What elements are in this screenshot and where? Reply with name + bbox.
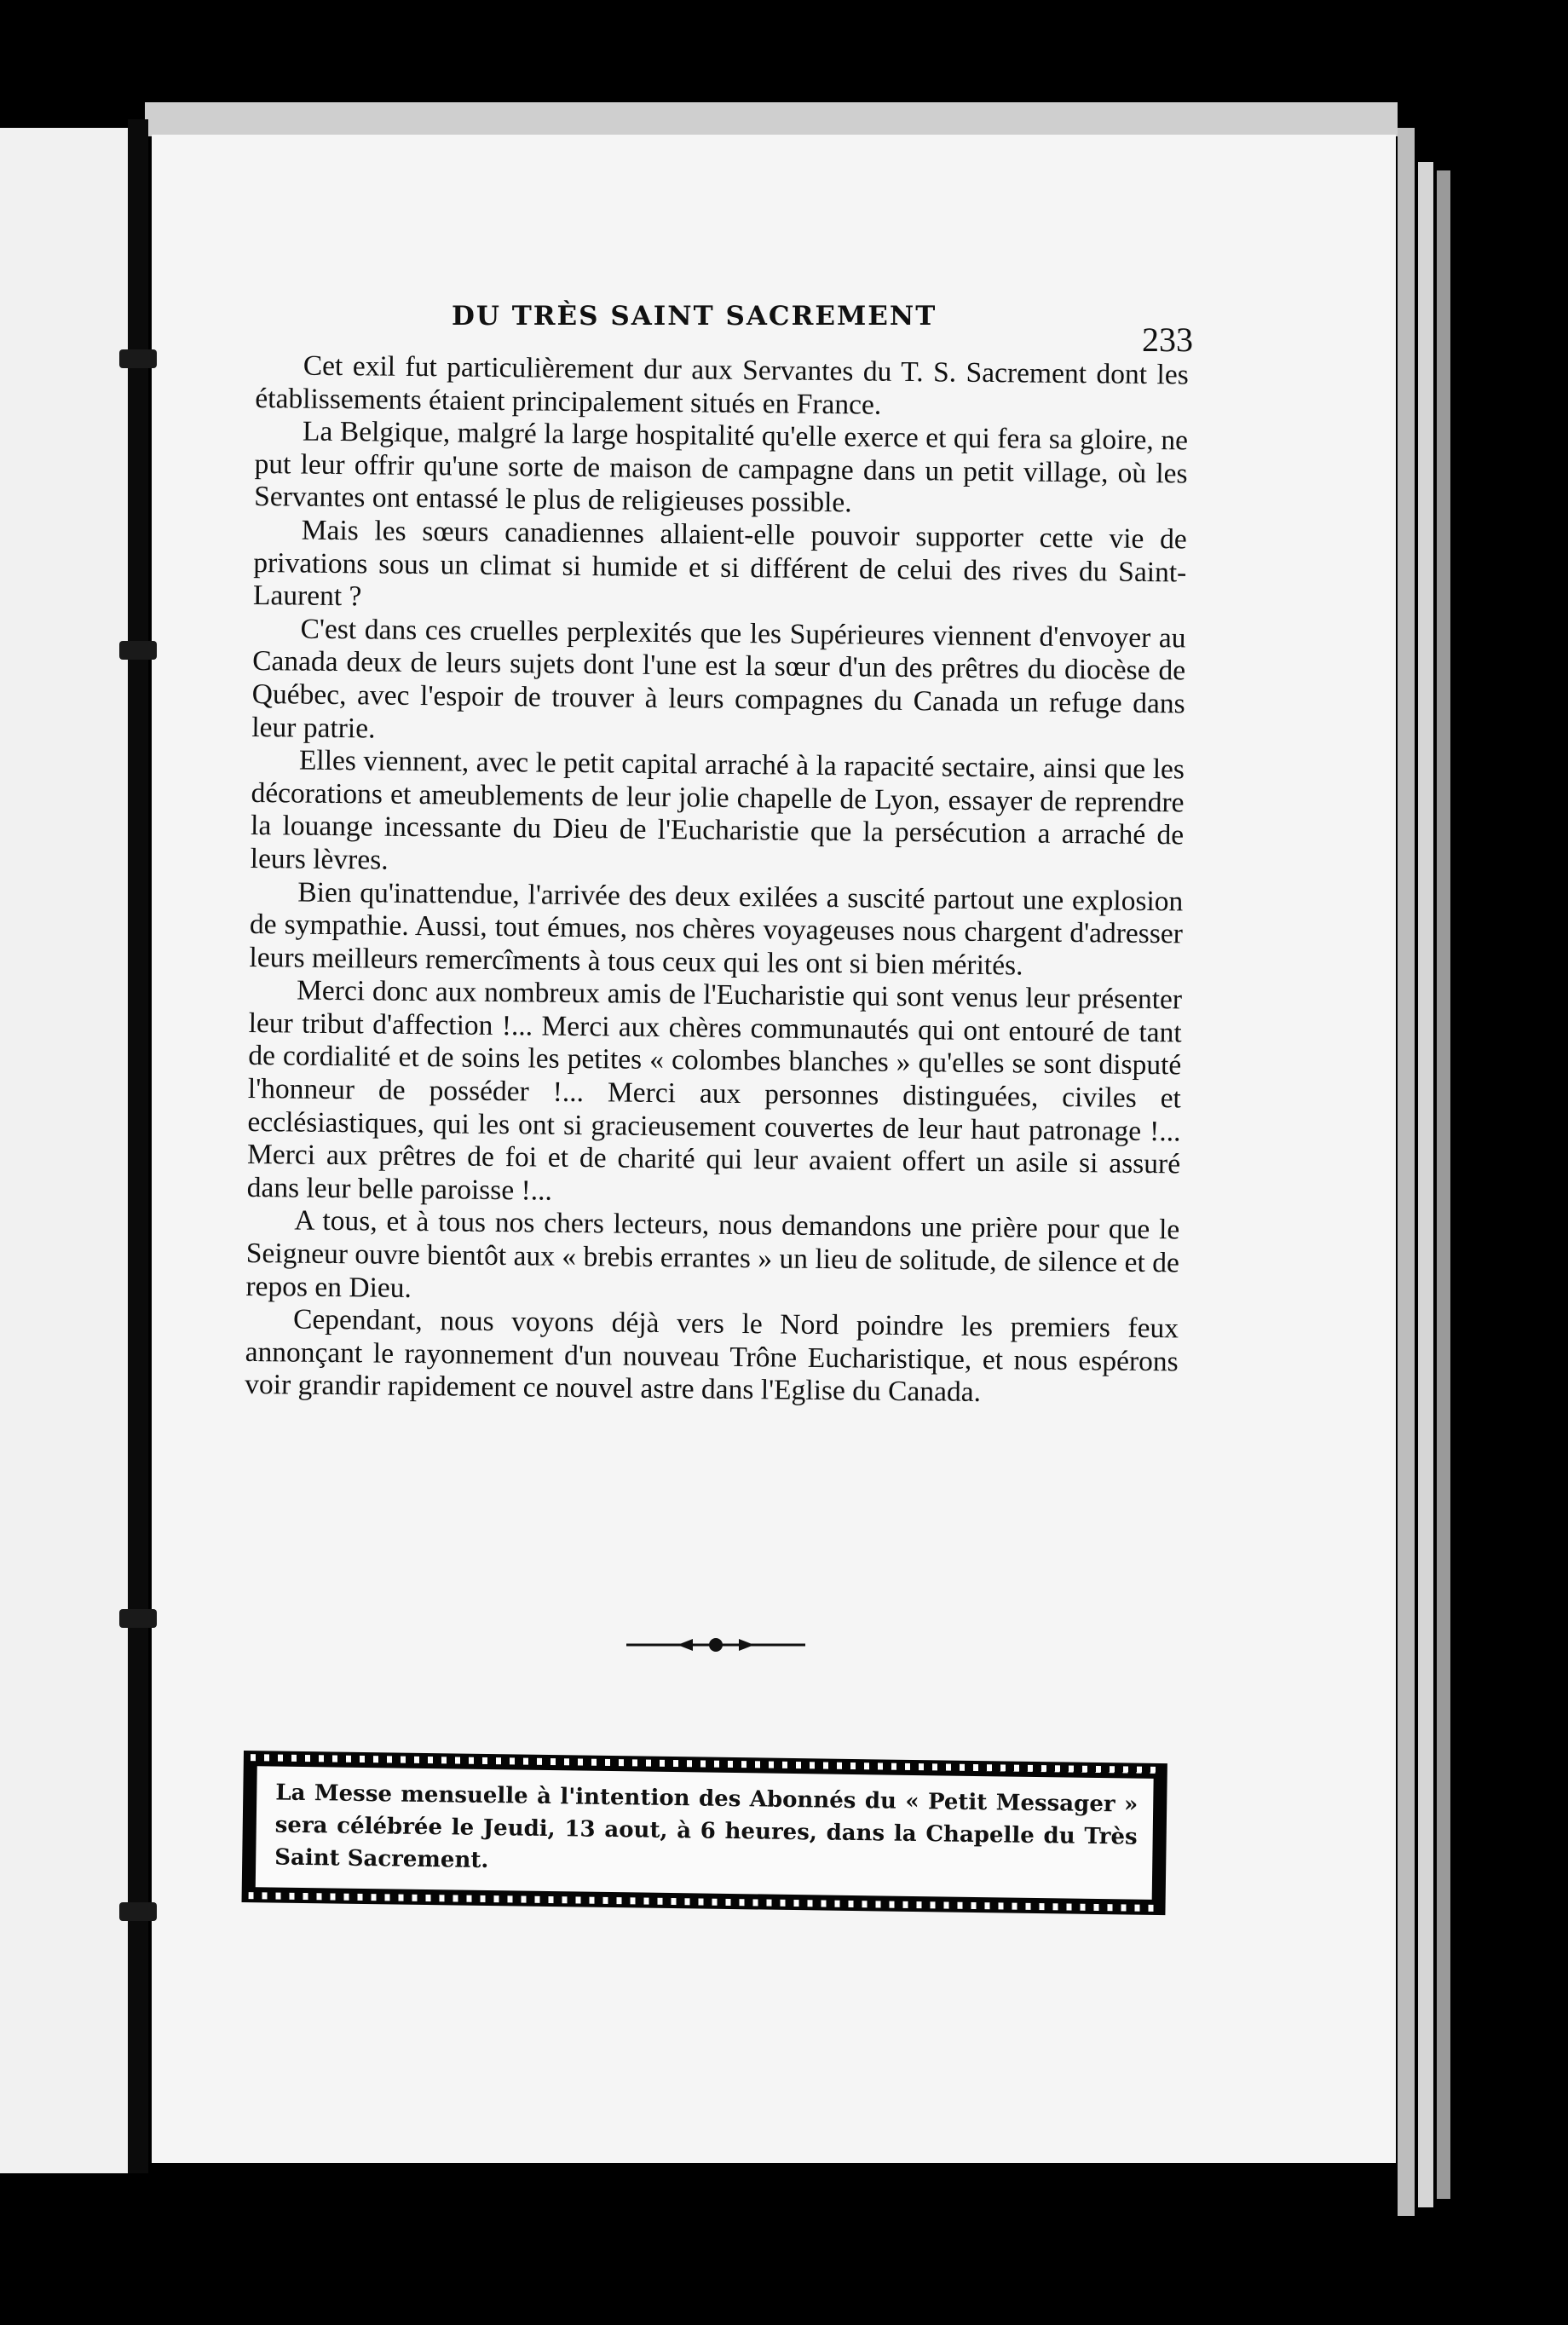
previous-page-edge [0, 128, 128, 2173]
paragraph: Bien qu'inattendue, l'arrivée des deux exilées a suscité partout une explosion de sympathie. Aussi, tout émues, nos chères voyageuses nous chargent d'adresser leurs meilleurs remercîments à tous ceux qui les ont si bien mérités. [249, 876, 1184, 982]
binding-stitch [119, 1609, 157, 1628]
paragraph: Mais les sœurs canadiennes allaient-elle pouvoir supporter cette vie de privations sous un climat si humide et si différent de celui des rives du Saint-Laurent ? [252, 514, 1187, 613]
page-top-edge [145, 102, 1398, 136]
paragraph: Cependant, nous voyons déjà vers le Nord poindre les premiers feux annonçant le rayonnement d'un nouveau Trône Eucharistique, et nous espérons voir grandir rapidement ce nouvel astre dans l'Eglise du Canada. [245, 1303, 1179, 1409]
paragraph: Merci donc aux nombreux amis de l'Eucharistie qui sont venus leur présenter leur tribut d'affection !... Merci aux chères communautés qui ont entouré de tant de cordialité et de soins les petites « colombes blanches » qu'elles se sont disputé l'honneur de posséder !... Merci aux personnes distinguées, civiles et ecclésiastiques, qui les ont si gracieusement couvertes de leur haut patronage !... Merci aux prêtres de foi et de charité qui leur avaient offert un asile si assuré dans leur belle paroisse !... [246, 974, 1183, 1207]
page-number: 233 [1142, 320, 1193, 359]
body-text [245, 349, 1189, 1411]
book-binding [128, 119, 148, 2173]
page-stack-edge [1437, 170, 1450, 2199]
binding-stitch [119, 349, 157, 368]
paragraph: Elles viennent, avec le petit capital arraché à la rapacité sectaire, ainsi que les décorations et ameublements de leur jolie chapelle de Lyon, essayer de reprendre la louange incessante du Dieu de l'Eucharistie que la persécution a arraché de leurs lèvres. [250, 744, 1185, 876]
page-stack-edge [1418, 162, 1433, 2207]
paragraph: C'est dans ces cruelles perplexités que les Supérieures viennent d'envoyer au Canada deux de leurs sujets dont l'une est la sœur d'un des prêtres du diocèse de Québec, avec l'espoir de trouver à leurs compagnes du Canada un refuge dans leur patrie. [251, 613, 1186, 745]
running-title: DU TRÈS SAINT SACREMENT [452, 301, 937, 332]
binding-stitch [119, 641, 157, 660]
page-stack-edge [1398, 128, 1415, 2216]
binding-stitch [119, 1902, 157, 1921]
notice-text: La Messe mensuelle à l'intention des Abonnés du « Petit Messager » sera célébrée le Jeudi, 13 aout, à 6 heures, dans la Chapelle du Très Saint Sacrement. [274, 1780, 1139, 1874]
notice-box [242, 1751, 1167, 1915]
ornament-divider [626, 1632, 805, 1658]
paragraph: A tous, et à tous nos chers lecteurs, nous demandons une prière pour que le Seigneur ouvre bientôt aux « brebis errantes » un lieu de solitude, de silence et de repos en Dieu. [245, 1204, 1180, 1304]
paragraph: La Belgique, malgré la large hospitalité qu'elle exerce et qui fera sa gloire, ne put leur offrir qu'une sorte de maison de campagne dans un petit village, où les Servantes ont entassé le plus de religieuses possible. [253, 415, 1189, 519]
paragraph: Cet exil fut particulièrement dur aux Servantes du T. S. Sacrement dont les établissements étaient principalement situés en France. [255, 349, 1189, 421]
